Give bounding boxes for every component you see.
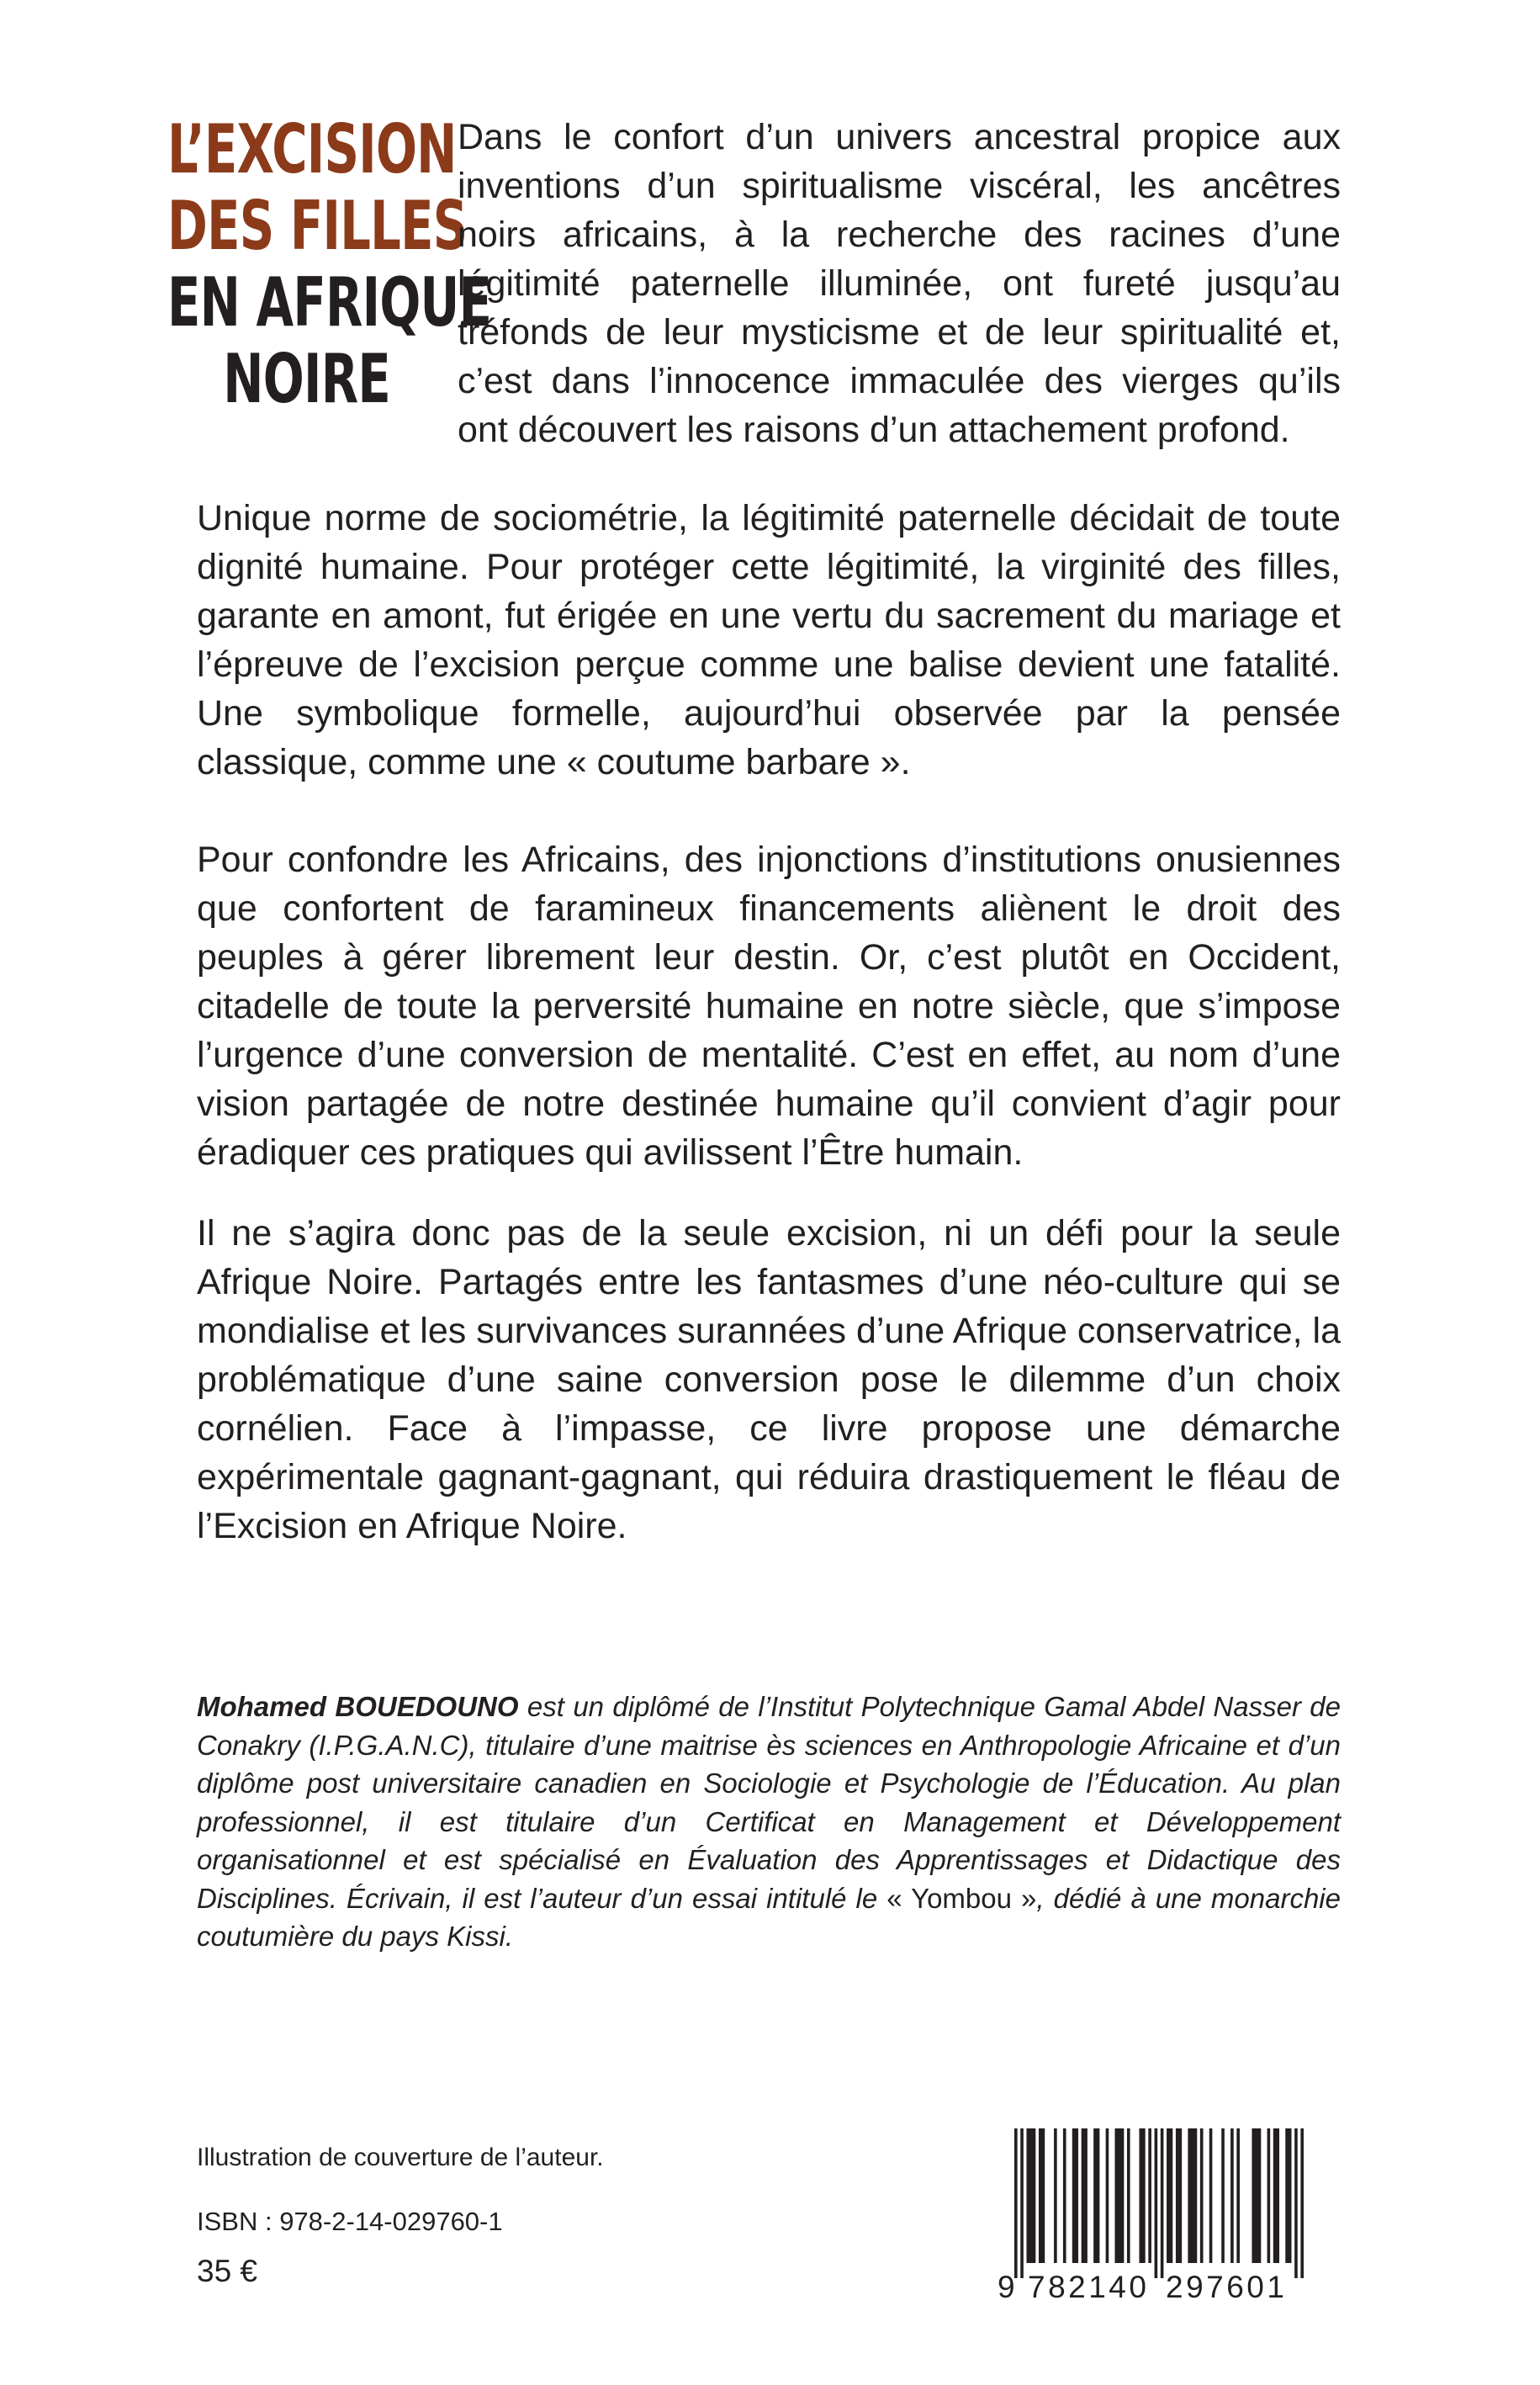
barcode-guard-bar [1300, 2128, 1304, 2278]
barcode-bars [1014, 2128, 1304, 2278]
barcode-bar [1285, 2128, 1291, 2263]
barcode-bar [1188, 2128, 1197, 2263]
barcode-bar [1209, 2128, 1213, 2263]
barcode-guard-bar [1014, 2128, 1018, 2278]
author-bio-text-end: , dédié à une monarchie coutumière du pays Kissi. [197, 1882, 1341, 1952]
blurb-paragraph-4: Il ne s’agira donc pas de la seule excision, ni un défi pour la seule Afrique Noire. Partagés entre les fantasmes d’une néo-culture qui se mondialise et les survivances surannées d’une Afrique conservatrice, la problématique d’une saine conversion pose le dilemme d’un choix cornélien. Face à l’impasse, ce livre propose une démarche expérimentale gagnant-gagnant, qui réduira drastiquement le fléau de l’Excision en Afrique Noire. [197, 1213, 1342, 1546]
title-line-1: L’EXCISION [167, 110, 457, 188]
barcode-bar [1127, 2128, 1130, 2263]
isbn-barcode [998, 2122, 1320, 2320]
barcode-bar [1148, 2128, 1151, 2263]
cover-illustration-credit: Illustration de couverture de l’auteur. [197, 2144, 604, 2171]
barcode-right-group: 297601 [1166, 2270, 1288, 2304]
barcode-bar [1252, 2128, 1261, 2263]
author-bio-text: est un diplômé de l’Institut Polytechnique Gamal Abdel Nasser de Conakry (I.P.G.A.N.C), titulaire d’une maitrise ès sciences en Anthropologie Africaine et d’un diplôme post universitaire canadien en Sociologie et Psychologie de l’Éducation. Au plan professionnel, il est titulaire d’un Certificat en Management et Développement organisationnel et est spécialisé en Évaluation des Apprentissages et Didactique des Disciplines. Écrivain, il est l’auteur d’un essai intitulé le [197, 1691, 1341, 1914]
essay-title: « Yombou » [886, 1882, 1037, 1914]
barcode-bar [1072, 2128, 1078, 2263]
author-name: Mohamed BOUEDOUNO [197, 1691, 519, 1722]
title-line-3: EN AFRIQUE [167, 263, 492, 342]
isbn-label: ISBN : 978-2-14-029760-1 [197, 2207, 503, 2236]
barcode-bar [1114, 2128, 1124, 2263]
barcode-digits [998, 2270, 1320, 2317]
barcode-bar [1230, 2128, 1234, 2263]
blurb-paragraph-1: Dans le confort d’un univers ancestral propice aux inventions d’un spiritualisme viscéral, les ancêtres noirs africains, à la recherche des racines d’une légitimité paternelle illuminée, ont fureté jusqu’au tréfonds de leur mysticisme et de leur spiritualité et, c’est dans l’innocence immaculée des vierges qu’ils ont découvert les raisons d’un attachement profond. [458, 117, 1341, 450]
barcode-bar [1236, 2128, 1240, 2263]
barcode-lead-digit: 9 [998, 2270, 1019, 2304]
barcode-bar [1200, 2128, 1204, 2263]
barcode-bar [1039, 2128, 1045, 2263]
barcode-left-group: 782140 [1028, 2270, 1150, 2304]
barcode-bar [1139, 2128, 1145, 2263]
barcode-guard-bar [1155, 2128, 1158, 2278]
author-bio [197, 1688, 1341, 1956]
barcode-bar [1054, 2128, 1057, 2263]
barcode-bar [1167, 2128, 1172, 2263]
barcode-bar [1273, 2128, 1279, 2263]
barcode-bar [1267, 2128, 1271, 2263]
barcode-bar [1026, 2128, 1035, 2263]
price-label: 35 € [197, 2254, 258, 2288]
blurb-paragraph-2: Unique norme de sociométrie, la légitimité paternelle décidait de toute dignité humaine. Pour protéger cette légitimité, la virginité des filles, garante en amont, fut érigée en une vertu du sacrement du mariage et l’épreuve de l’excision perçue comme une balise devient une fatalité. Une symbolique formelle, aujourd’hui observée par la pensée classique, comme une « coutume barbare ». [197, 498, 1341, 782]
title-line-2: DES FILLES [167, 187, 468, 265]
barcode-bar [1176, 2128, 1182, 2263]
blurb-paragraph-3: Pour confondre les Africains, des injonctions d’institutions onusiennes que confortent de faramineux financements aliènent le droit des peuples à gérer librement leur destin. Or, c’est plutôt en Occident, citadelle de toute la perversité humaine en notre siècle, que s’impose l’urgence d’une conversion de mentalité. C’est en effet, au nom d’une vision partagée de notre destinée humaine qu’il convient d’agir pour éradiquer ces pratiques qui avilissent l’Être humain. [197, 840, 1341, 1173]
barcode-bar [1106, 2128, 1109, 2263]
title-line-4: NOIRE [223, 340, 390, 418]
barcode-bar [1082, 2128, 1088, 2263]
barcode-bar [1221, 2128, 1225, 2263]
barcode-guard-bar [1020, 2128, 1024, 2278]
barcode-guard-bar [1294, 2128, 1298, 2278]
barcode-guard-bar [1161, 2128, 1164, 2278]
barcode-bar [1063, 2128, 1066, 2263]
book-title [167, 110, 492, 418]
barcode-bar [1093, 2128, 1099, 2263]
